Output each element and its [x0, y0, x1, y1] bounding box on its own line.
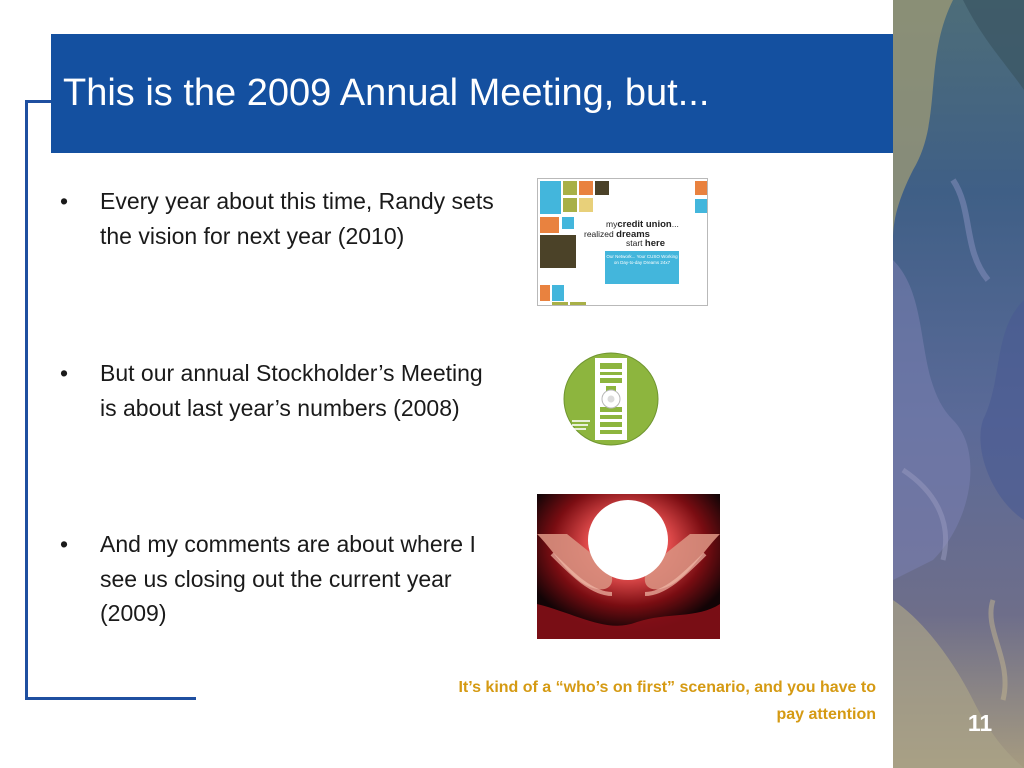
- footer-note: It’s kind of a “who’s on first” scenario, and you have to pay attention: [458, 679, 876, 723]
- page-number: 11: [967, 710, 993, 736]
- logo-tile: [552, 285, 564, 301]
- logo-tile: [595, 181, 609, 195]
- slide-title: This is the 2009 Annual Meeting, but...: [63, 72, 710, 114]
- logo-tile: [540, 235, 576, 268]
- logo-line-2: realized dreams: [584, 229, 650, 240]
- side-texture-panel: [893, 0, 1024, 768]
- credit-union-dreams-graphic: [537, 178, 708, 306]
- bullet-marker: •: [60, 531, 69, 557]
- logo-tile: [695, 181, 707, 195]
- logo-tile: [540, 285, 550, 301]
- bullet-marker: •: [60, 360, 69, 386]
- logo-tile: [562, 217, 574, 229]
- logo-tile: [579, 198, 593, 212]
- bullet-marker: •: [60, 188, 69, 214]
- logo-tile: [579, 181, 593, 195]
- logo-tile: [552, 302, 568, 305]
- logo-tile: [540, 217, 559, 233]
- bullet-text: And my comments are about where I see us closing out the current year (2009): [100, 531, 476, 626]
- bullet-text: Every year about this time, Randy sets the vision for next year (2010): [100, 188, 494, 249]
- bracket-bottom-line: [25, 697, 196, 700]
- logo-tile: [695, 199, 707, 213]
- crystal-ball-image: [537, 494, 720, 639]
- bracket-top-line: [25, 100, 53, 103]
- left-bracket-line: [25, 100, 28, 700]
- logo-tagline-box: Our Network... Your CUSO Working on Day-to-day Dreams 24x7: [605, 251, 679, 284]
- logo-line-1: mycredit union...: [606, 219, 679, 230]
- logo-tile: [563, 198, 577, 212]
- logo-tile: [563, 181, 577, 195]
- bullet-text: But our annual Stockholder’s Meeting is about last year’s numbers (2008): [100, 360, 483, 421]
- cd-2008-image: [562, 352, 660, 446]
- logo-line-3: start here: [626, 238, 665, 249]
- logo-tile: [540, 181, 561, 214]
- logo-tile: [570, 302, 586, 305]
